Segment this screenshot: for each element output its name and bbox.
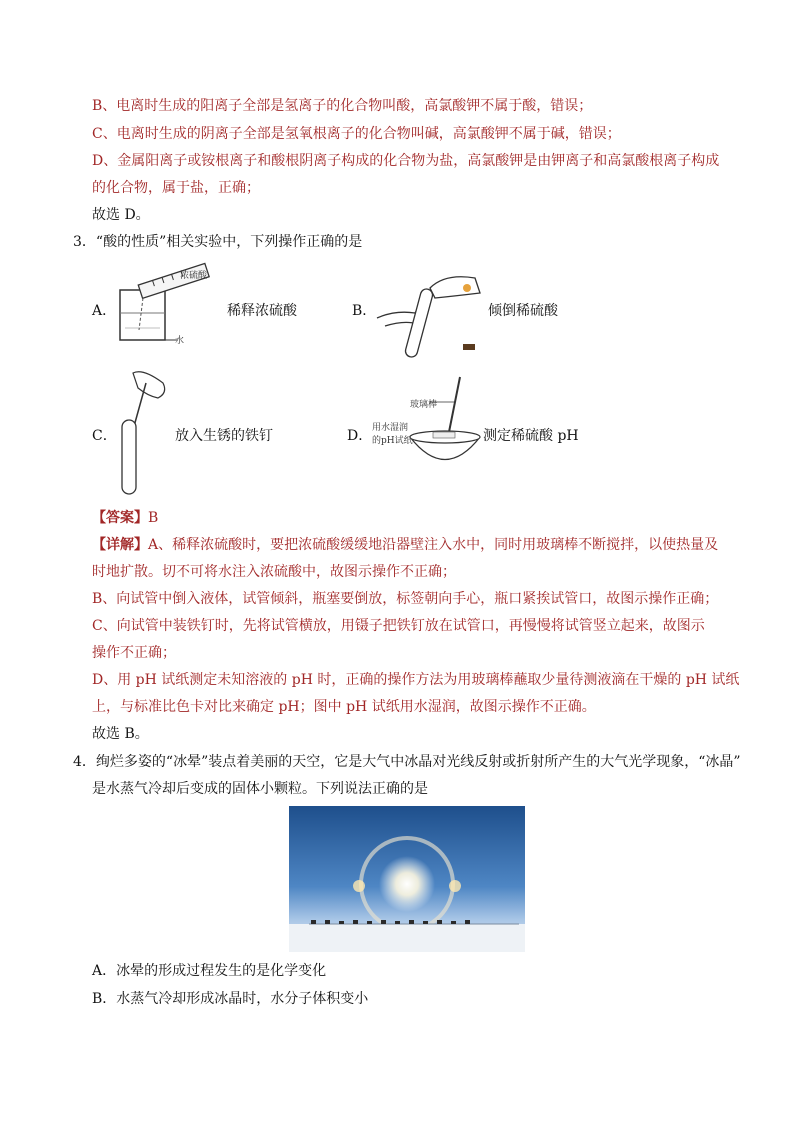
question-4-stem-1: 4．绚烂多姿的“冰晕”装点着美丽的天空，它是大气中冰晶对光线反射或折射所产生的大气光学现象，“冰晶” <box>73 754 741 770</box>
answer-value: B <box>148 510 159 526</box>
ph-test-figure <box>400 372 490 482</box>
label-conc-acid: 浓硫酸 <box>180 271 208 281</box>
option-d-caption: 测定稀硫酸 pH <box>483 428 579 444</box>
option-b-caption: 倾倒稀硫酸 <box>488 303 558 319</box>
option-a-caption: 稀释浓硫酸 <box>227 303 297 319</box>
question-4-option-b: B．水蒸气冷却形成冰晶时，水分子体积变小 <box>92 991 369 1007</box>
question-3-stem: 3．“酸的性质”相关实验中，下列操作正确的是 <box>73 234 363 250</box>
answer-line <box>92 508 158 528</box>
detail-line-7: 上，与标准比色卡对比来确定 pH；图中 pH 试纸用水湿润，故图示操作不正确。 <box>92 699 596 715</box>
option-a-letter: A． <box>92 303 117 319</box>
detail-line-2: 时地扩散。切不可将水注入浓硫酸中，故图示操作不正确； <box>92 564 456 580</box>
ice-halo-photo <box>289 806 525 952</box>
answer-line-d-cont: 的化合物，属于盐，正确； <box>92 180 260 196</box>
detail-line-5: 操作不正确； <box>92 645 176 661</box>
iron-nail-figure <box>118 368 178 498</box>
option-c-letter: C． <box>92 428 117 444</box>
label-water: 水 <box>175 336 185 346</box>
detail-line-1 <box>92 535 718 555</box>
detail-text-1: A、稀释浓硫酸时，要把浓硫酸缓缓地沿器壁注入水中，同时用玻璃棒不断搅拌，以使热量及 <box>148 537 719 553</box>
answer-tag: 【答案】 <box>92 510 148 526</box>
answer-line-d: D、金属阳离子或铵根离子和酸根阴离子构成的化合物为盐，高氯酸钾是由钾离子和高氯酸根离子构成 <box>92 153 720 169</box>
dilute-acid-figure <box>115 268 225 348</box>
question-4-option-a: A．冰晕的形成过程发生的是化学变化 <box>92 963 327 979</box>
label-ph-paper: 的pH试纸 <box>372 436 413 446</box>
answer-line-b: B、电离时生成的阳离子全部是氢离子的化合物叫酸，高氯酸钾不属于酸，错误； <box>92 98 593 114</box>
question-4-stem-2: 是水蒸气冷却后变成的固体小颗粒。下列说法正确的是 <box>92 781 428 797</box>
detail-tag: 【详解】 <box>92 537 148 553</box>
pour-acid-figure <box>375 268 485 358</box>
top-conclusion: 故选 D。 <box>92 207 150 223</box>
label-glass-rod: 玻璃棒 <box>410 400 438 410</box>
option-b-letter: B． <box>352 303 377 319</box>
detail-line-3: B、向试管中倒入液体，试管倾斜，瓶塞要倒放，标签朝向手心，瓶口紧挨试管口，故图示操作正确； <box>92 591 719 607</box>
detail-line-6: D、用 pH 试纸测定未知溶液的 pH 时，正确的操作方法为用玻璃棒蘸取少量待测液滴在干燥的 pH 试纸 <box>92 672 740 688</box>
label-wet: 用水湿润 <box>372 423 409 433</box>
answer-line-c: C、电离时生成的阴离子全部是氢氧根离子的化合物叫碱，高氯酸钾不属于碱，错误； <box>92 126 621 142</box>
detail-line-4: C、向试管中装铁钉时，先将试管横放，用镊子把铁钉放在试管口，再慢慢将试管竖立起来，故图示 <box>92 618 705 634</box>
option-d-letter: D． <box>347 428 373 444</box>
option-c-caption: 放入生锈的铁钉 <box>175 428 273 444</box>
question-3-conclusion: 故选 B。 <box>92 726 149 742</box>
